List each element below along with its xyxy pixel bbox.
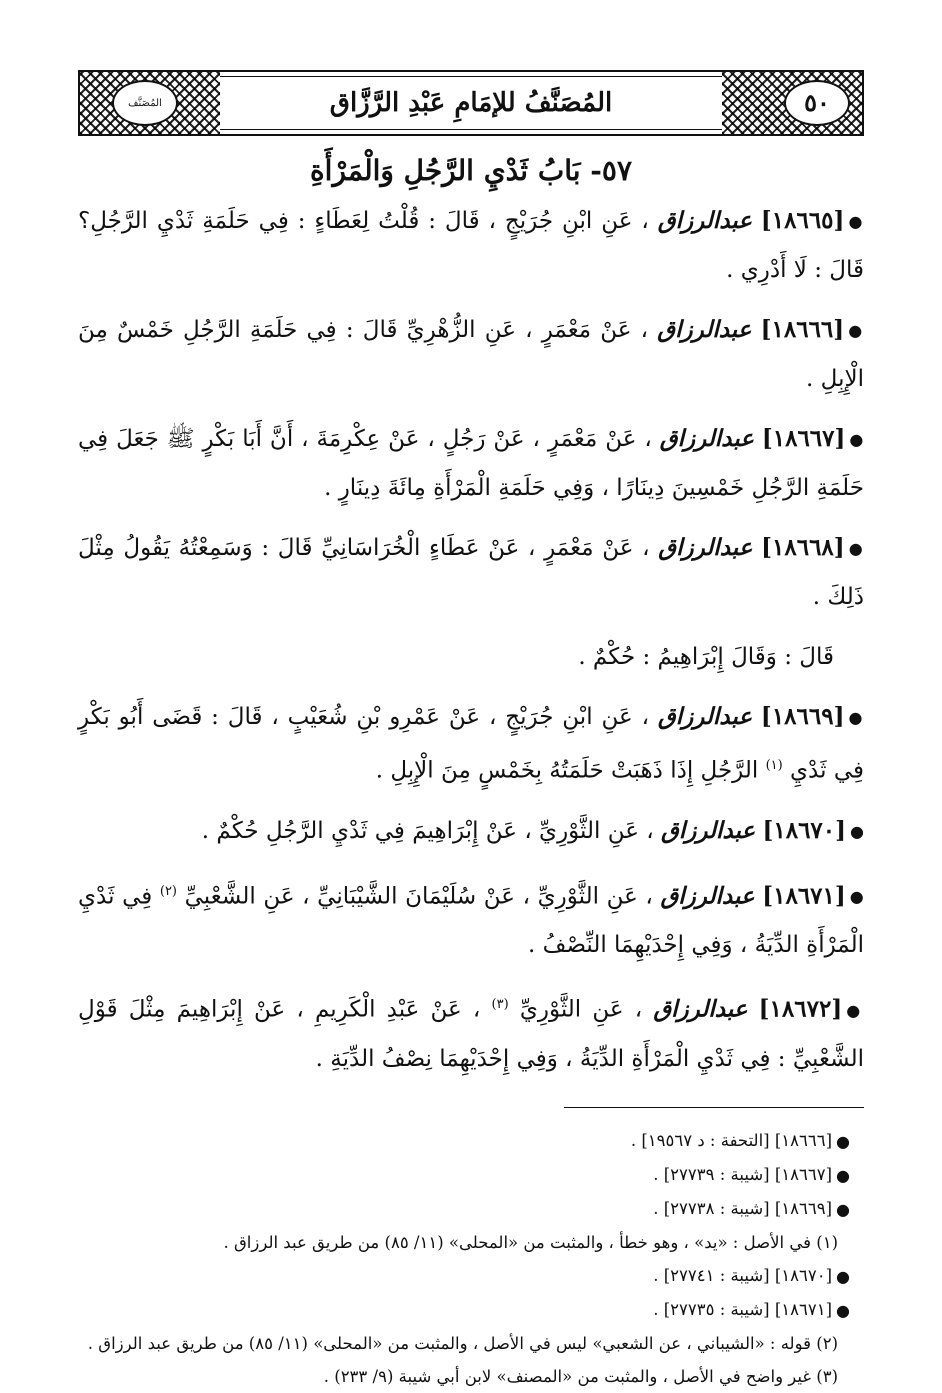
footnote-ref: (٣) [491, 997, 509, 1013]
footnote-text: [١٨٦٧٠] [شيبة : ٢٧٧٤١] . [653, 1265, 833, 1285]
hadith-entry [78, 306, 864, 403]
entry-text: ، عَنْ مَعْمَرٍ ، عَنِ الزُّهْرِيِّ قَالَ : فِي حَلَمَةِ الرَّجُلِ خَمْسٌ مِنَ الْإِبِلِ . [78, 317, 864, 392]
running-title: المُصَنَّفُ للإمَامِ عَبْدِ الرَّزَّاق [329, 88, 613, 118]
entry-text: ، عَنِ ابْنِ جُرَيْجٍ ، قَالَ : قُلْتُ لِعَطَاءٍ : فِي حَلَمَةِ ثَدْيِ الرَّجُلِ؟ قَالَ : لَا أَدْرِي . [78, 208, 864, 283]
bullet-icon: ● [850, 821, 864, 841]
bullet-icon: ● [846, 1000, 865, 1020]
entry-author: عبدالرزاق [657, 703, 753, 730]
entry-text-cont: ، عَنْ عَبْدِ الْكَرِيمِ ، عَنْ إِبْرَاهِيمَ مِثْلَ قَوْلِ الشَّعْبِيِّ : فِي ثَدْيِ الْمَرْأَةِ الدِّيَةُ ، وَفِي إِحْدَيْهِمَا نِصْفُ الدِّيَةِ . [78, 996, 864, 1072]
source-reference [78, 1158, 864, 1192]
entry-author: عبدالرزاق [653, 995, 748, 1023]
bullet-icon: ● [848, 212, 865, 231]
entry-author: عبدالرزاق [660, 882, 755, 910]
entry-number: [١٨٦٦٩] [760, 703, 845, 730]
bullet-icon: ● [849, 887, 865, 907]
page [78, 70, 864, 1393]
book-logo-medallion [112, 80, 178, 126]
source-reference [78, 1293, 864, 1327]
hadith-entry [78, 868, 864, 970]
bullet-icon: ● [836, 1266, 850, 1286]
entry-text: ، عَنِ الثَّوْرِيِّ ، عَنْ سُلَيْمَانَ الشَّيْبَانِيِّ ، عَنِ الشَّعْبِيِّ [184, 883, 653, 910]
entry-text: ، عَنِ ابْنِ جُرَيْجٍ ، عَنْ عَمْرِو بْنِ شُعَيْبٍ ، قَالَ : قَضَى أَبُو بَكْرٍ فِي ثَدْيِ [78, 704, 864, 784]
entry-author: عبدالرزاق [659, 425, 754, 452]
bullet-icon: ● [848, 539, 865, 558]
entry-text: ، عَنِ الثَّوْرِيِّ [519, 996, 643, 1023]
entry-text-cont: فِي ثَدْيِ الْمَرْأَةِ الدِّيَةُ ، وَفِي إِحْدَيْهِمَا النِّصْفُ . [78, 883, 864, 959]
footnote-text: (٣) غير واضح في الأصل ، والمثبت من «المصنف» لابن أبي شيبة (٩/ ٢٣٣) . [323, 1366, 838, 1386]
bullet-icon: ● [836, 1165, 850, 1185]
hadith-entry [78, 415, 864, 512]
footnote-text: [١٨٦٧١] [شيبة : ٢٧٧٣٥] . [653, 1299, 833, 1319]
entry-author: عبدالرزاق [657, 207, 752, 234]
hadith-entry [78, 807, 864, 856]
footnote-text: (١) في الأصل : «يد» ، وهو خطأ ، والمثبت من «المحلى» (١١/ ٨٥) من طريق عبد الرزاق . [223, 1232, 838, 1252]
entry-number: [١٨٦٧١] [762, 882, 846, 910]
footnote-text: [١٨٦٦٩] [شيبة : ٢٧٧٣٨] . [653, 1198, 833, 1218]
footnote-text: [١٨٦٦٦] [التحفة : د ١٩٥٦٧] . [630, 1130, 833, 1150]
source-reference [78, 1259, 864, 1293]
bullet-icon: ● [849, 430, 865, 449]
page-number: ٥٠ [804, 87, 830, 117]
entry-number: [١٨٦٧٢] [758, 995, 843, 1023]
footnote-note [78, 1360, 864, 1393]
footnote-separator [564, 1107, 864, 1108]
source-reference [78, 1124, 864, 1158]
header-ornament-left [80, 72, 220, 134]
footnotes [78, 1124, 864, 1393]
hadith-entry [78, 981, 864, 1083]
bullet-icon: ● [836, 1199, 850, 1219]
bullet-icon: ● [836, 1300, 850, 1320]
running-header [78, 70, 864, 136]
entry-author: عبدالرزاق [658, 534, 753, 561]
book-logo-text: المُصَنَّف [128, 97, 162, 109]
footnote-note [78, 1226, 864, 1259]
entry-continuation: قَالَ : وَقَالَ إِبْرَاهِيمُ : حُكْمٌ . [578, 644, 834, 670]
hadith-entry [78, 197, 864, 294]
entry-number: [١٨٦٦٧] [761, 425, 846, 452]
footnote-note [78, 1327, 864, 1360]
entry-author: عبدالرزاق [660, 816, 756, 844]
bullet-icon: ● [848, 708, 865, 727]
entry-text: ، عَنِ الثَّوْرِيِّ ، عَنْ إِبْرَاهِيمَ فِي ثَدْيِ الرَّجُلِ حُكْمٌ . [201, 817, 654, 844]
hadith-entry [78, 693, 864, 795]
entry-text: ، عَنْ مَعْمَرٍ ، عَنْ عَطَاءٍ الْخُرَاسَانِيِّ قَالَ : وَسَمِعْتُهُ يَقُولُ مِثْلَ ذَلِكَ . [78, 535, 864, 610]
hadith-list [78, 197, 864, 1083]
page-number-medallion [784, 80, 850, 126]
entry-text-cont: الرَّجُلِ إِذَا ذَهَبَتْ حَلَمَتُهُ بِخَمْسٍ مِنَ الْإِبِلِ . [375, 757, 759, 784]
header-ornament-right [722, 72, 862, 134]
chapter-title: ٥٧- بَابُ ثَدْيِ الرَّجُلِ وَالْمَرْأَةِ [310, 154, 632, 187]
footnote-text: [١٨٦٦٧] [شيبة : ٢٧٧٣٩] . [653, 1164, 833, 1184]
entry-number: [١٨٦٧٠] [762, 816, 847, 844]
footnote-text: (٢) قوله : «الشيباني ، عن الشعبي» ليس في الأصل ، والمثبت من «المحلى» (١١/ ٨٥) من طريق عبد الرزاق . [87, 1333, 838, 1353]
bullet-icon: ● [848, 321, 865, 340]
entry-author: عبدالرزاق [657, 316, 752, 343]
source-reference [78, 1192, 864, 1226]
hadith-entry [78, 524, 864, 621]
entry-number: [١٨٦٦٨] [761, 534, 845, 561]
footnote-ref: (١) [765, 758, 783, 773]
entry-number: [١٨٦٦٦] [760, 316, 845, 343]
footnote-ref: (٢) [159, 883, 177, 899]
entry-text: ، عَنْ مَعْمَرٍ ، عَنْ رَجُلٍ ، عَنْ عِكْرِمَةَ ، أَنَّ أَبَا بَكْرٍ ﷺ جَعَلَ فِي حَلَمَةِ الرَّجُلِ خَمْسِينَ دِينَارًا ، وَفِي حَلَمَةِ الْمَرْأَةِ مِائَةَ دِينَارٍ . [78, 426, 864, 501]
entry-number: [١٨٦٦٥] [760, 207, 845, 234]
bullet-icon: ● [836, 1131, 850, 1151]
